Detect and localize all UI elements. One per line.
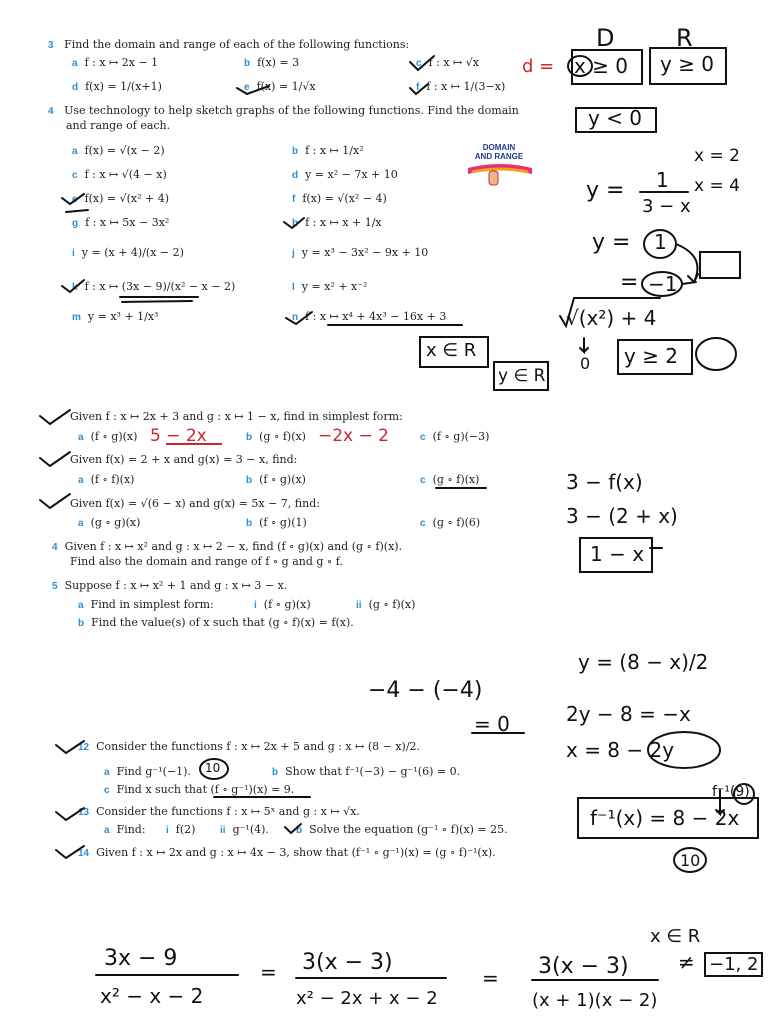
c5-text: 5 Suppose f : x ↦ x² + 1 and g : x ↦ 3 − x. — [52, 579, 288, 592]
c2-text: Given f(x) = 2 + x and g(x) = 3 − x, find: — [70, 453, 298, 466]
c4-text-line2: Find also the domain and range of f ∘ g and g ∘ f. — [70, 555, 343, 568]
hand-eq: = — [620, 270, 639, 295]
hand-box-y: y ≥ 0 — [660, 52, 715, 76]
q4-item-k: k f : x ↦ (3x − 9)/(x² − x − 2) — [72, 280, 236, 293]
q3-item-d: d f(x) = 1/(x+1) — [72, 80, 162, 93]
hand-D: D — [596, 24, 615, 52]
circle-mark — [696, 338, 736, 370]
q4-item-a: a f(x) = √(x − 2) — [72, 144, 165, 157]
c4-text: 4 Given f : x ↦ x² and g : x ↦ 2 − x, find (f ∘ g)(x) and (g ∘ f)(x). — [52, 540, 403, 553]
checkmark-icon — [40, 494, 70, 508]
q4-item-c: c f : x ↦ √(4 − x) — [72, 168, 167, 181]
hand-r2: 3 − (2 + x) — [566, 504, 678, 528]
hand-neg4: −4 − (−4) — [368, 678, 483, 703]
c5-item-a: a Find in simplest form: — [78, 598, 214, 611]
checkmark-icon — [56, 741, 84, 753]
domain-range-logo: DOMAIN AND RANGE — [474, 143, 524, 161]
c3-item-a: a (g ∘ g)(x) — [78, 516, 141, 529]
question-text: Find the domain and range of each of the following functions: — [64, 38, 410, 51]
checkmark-icon — [40, 410, 70, 424]
arrow-icon — [676, 244, 698, 282]
hand-y-ge2: y ≥ 2 — [624, 344, 679, 368]
underline-stroke — [66, 210, 88, 212]
hand-frac-top: 1 — [656, 168, 669, 192]
hand-excl-box: −1, 2 — [704, 952, 763, 977]
hand-y-in-R: y ∈ R — [498, 366, 546, 386]
q4-item-l: l y = x² + x⁻² — [292, 280, 368, 293]
checkmark-icon — [284, 218, 304, 228]
hand-g-inv: y = (8 − x)/2 — [578, 650, 709, 674]
c12-item-c: c Find x such that (f ∘ g⁻¹)(x) = 9. — [104, 783, 295, 796]
hand-xR: x ∈ R — [650, 926, 701, 947]
hand-r3: 1 − x — [590, 542, 645, 566]
c1-item-c: c (f ∘ g)(−3) — [420, 430, 490, 443]
c13-item-a-ii: ii g⁻¹(4). — [220, 823, 269, 836]
hand-bot3-num: 3(x − 3) — [538, 954, 629, 979]
hand-r1: 3 − f(x) — [566, 470, 643, 494]
q3-item-b: b f(x) = 3 — [244, 56, 300, 69]
hand-bot-eq: = — [260, 960, 277, 984]
q3-item-c: c f : x ↦ √x — [416, 56, 479, 69]
c2-item-a: a (f ∘ f)(x) — [78, 473, 135, 486]
hand-sqrt-expr: √(x²) + 4 — [566, 306, 657, 330]
answer-box — [700, 252, 740, 278]
c2-item-c: c (g ∘ f)(x) — [420, 473, 480, 486]
q4-item-h: h f : x ↦ x + 1/x — [292, 216, 382, 229]
hand-y-eq: y = — [586, 178, 625, 203]
hand-one: 1 — [654, 230, 667, 254]
hand-box-x: x ≥ 0 — [574, 54, 629, 78]
c1-text: Given f : x ↦ 2x + 3 and g : x ↦ 1 − x, find in simplest form: — [70, 410, 403, 423]
checkmark-icon — [410, 56, 434, 70]
checkmark-icon — [56, 808, 84, 820]
hand-bot1-den: x² − x − 2 — [100, 984, 204, 1008]
q4-item-b: b f : x ↦ 1/x² — [292, 144, 364, 157]
hand-red1: 5 − 2x — [150, 426, 207, 446]
hand-frac-bot: 3 − x — [642, 196, 691, 217]
hand-R: R — [676, 24, 693, 52]
hand-f1-9: f⁻¹(9) — [712, 784, 750, 800]
hand-x2: x = 2 — [694, 146, 740, 166]
q4-item-e: e f(x) = √(x² + 4) — [72, 192, 170, 205]
hand-x-in-R: x ∈ R — [426, 340, 477, 361]
hand-bot-eq2: = — [482, 966, 499, 990]
hand-bot1-num: 3x − 9 — [104, 946, 178, 971]
q4-item-i: i y = (x + 4)/(x − 2) — [72, 246, 184, 259]
checkmark-icon — [286, 312, 312, 324]
question-number: 4 — [48, 106, 54, 117]
hand-bot2-num: 3(x − 3) — [302, 950, 393, 975]
hand-y1: y = — [592, 230, 631, 255]
q4-item-g: g f : x ↦ 5x − 3x² — [72, 216, 170, 229]
c13-item-a: a Find: — [104, 823, 146, 836]
c13-item-a-i: i f(2) — [166, 823, 196, 836]
hand-ten: 10 — [680, 851, 701, 870]
hand-zero: 0 — [580, 354, 591, 373]
c5-item-b: b Find the value(s) of x such that (g ∘ f)(x) = f(x). — [78, 616, 354, 629]
hand-x-eq: x = 8 − 2y — [566, 738, 675, 762]
arrow-icon — [682, 282, 696, 284]
hand-x4: x = 4 — [694, 176, 740, 196]
hand-eq0: = 0 — [474, 712, 510, 736]
c1-item-b: b (g ∘ f)(x) — [246, 430, 306, 443]
hand-neq: ≠ — [678, 950, 695, 974]
underline-stroke — [122, 301, 192, 302]
c13-text: 13 Consider the functions f : x ↦ 5ˣ and g : x ↦ √x. — [78, 805, 360, 818]
c1-item-a: a (f ∘ g)(x) — [78, 430, 138, 443]
c5-item-a-ii: ii (g ∘ f)(x) — [356, 598, 416, 611]
checkmark-icon — [237, 86, 269, 94]
q4-item-d: d y = x² − 7x + 10 — [292, 168, 398, 181]
q3-item-e: e f(x) = 1/√x — [244, 80, 316, 93]
q4-item-n: n f : x ↦ x⁴ + 4x³ − 16x + 3 — [292, 310, 447, 323]
c12-text: 12 Consider the functions f : x ↦ 2x + 5 and g : x ↦ (8 − x)/2. — [78, 740, 421, 753]
c2-item-b: b (f ∘ g)(x) — [246, 473, 306, 486]
hand-neg1: −1 — [648, 272, 678, 296]
q4-item-f: f f(x) = √(x² − 4) — [292, 192, 387, 205]
checkmark-icon — [40, 452, 70, 466]
checkmark-icon — [410, 84, 428, 94]
checkmark-icon — [285, 824, 301, 833]
q4-item-j: j y = x³ − 3x² − 9x + 10 — [292, 246, 429, 259]
c12-item-a: a Find g⁻¹(−1). — [104, 765, 191, 778]
q4-item-m: m y = x³ + 1/x³ — [72, 310, 159, 323]
hand-box-y2: y < 0 — [588, 106, 643, 130]
checkmark-icon — [56, 846, 84, 858]
hand-two-y: 2y − 8 = −x — [566, 702, 691, 726]
question-number: 3 — [48, 40, 54, 51]
c14-text: 14 Given f : x ↦ 2x and g : x ↦ 4x − 3, show that (f⁻¹ ∘ g⁻¹)(x) = (g ∘ f)⁻¹(x). — [78, 846, 496, 859]
checkmark-icon — [62, 280, 84, 292]
c3-item-c: c (g ∘ f)(6) — [420, 516, 481, 529]
hand-bot2-den: x² − 2x + x − 2 — [296, 988, 438, 1009]
question-text: Use technology to help sketch graphs of the following functions. Find the domain — [64, 104, 519, 117]
c3-text: Given f(x) = √(6 − x) and g(x) = 5x − 7, find: — [70, 497, 320, 510]
c13-item-b: b Solve the equation (g⁻¹ ∘ f)(x) = 25. — [296, 823, 508, 836]
arrow-icon — [580, 338, 588, 352]
c12-item-b: b Show that f⁻¹(−3) − g⁻¹(6) = 0. — [272, 765, 461, 778]
hand-ten-b: 10 — [205, 761, 221, 775]
q4-text-line2: and range of each. — [66, 119, 171, 132]
hand-bot3-den: (x + 1)(x − 2) — [532, 990, 658, 1011]
checkmark-icon — [62, 194, 84, 204]
c5-item-a-i: i (f ∘ g)(x) — [254, 598, 311, 611]
hand-red2: −2x − 2 — [318, 426, 389, 446]
hand-d-eq: d = — [522, 56, 555, 77]
hand-finv-box: f⁻¹(x) = 8 − 2x — [590, 806, 740, 830]
c3-item-b: b (f ∘ g)(1) — [246, 516, 307, 529]
q3-item-f: f f : x ↦ 1/(3−x) — [416, 80, 506, 93]
q3-item-a: a f : x ↦ 2x − 1 — [72, 56, 159, 69]
